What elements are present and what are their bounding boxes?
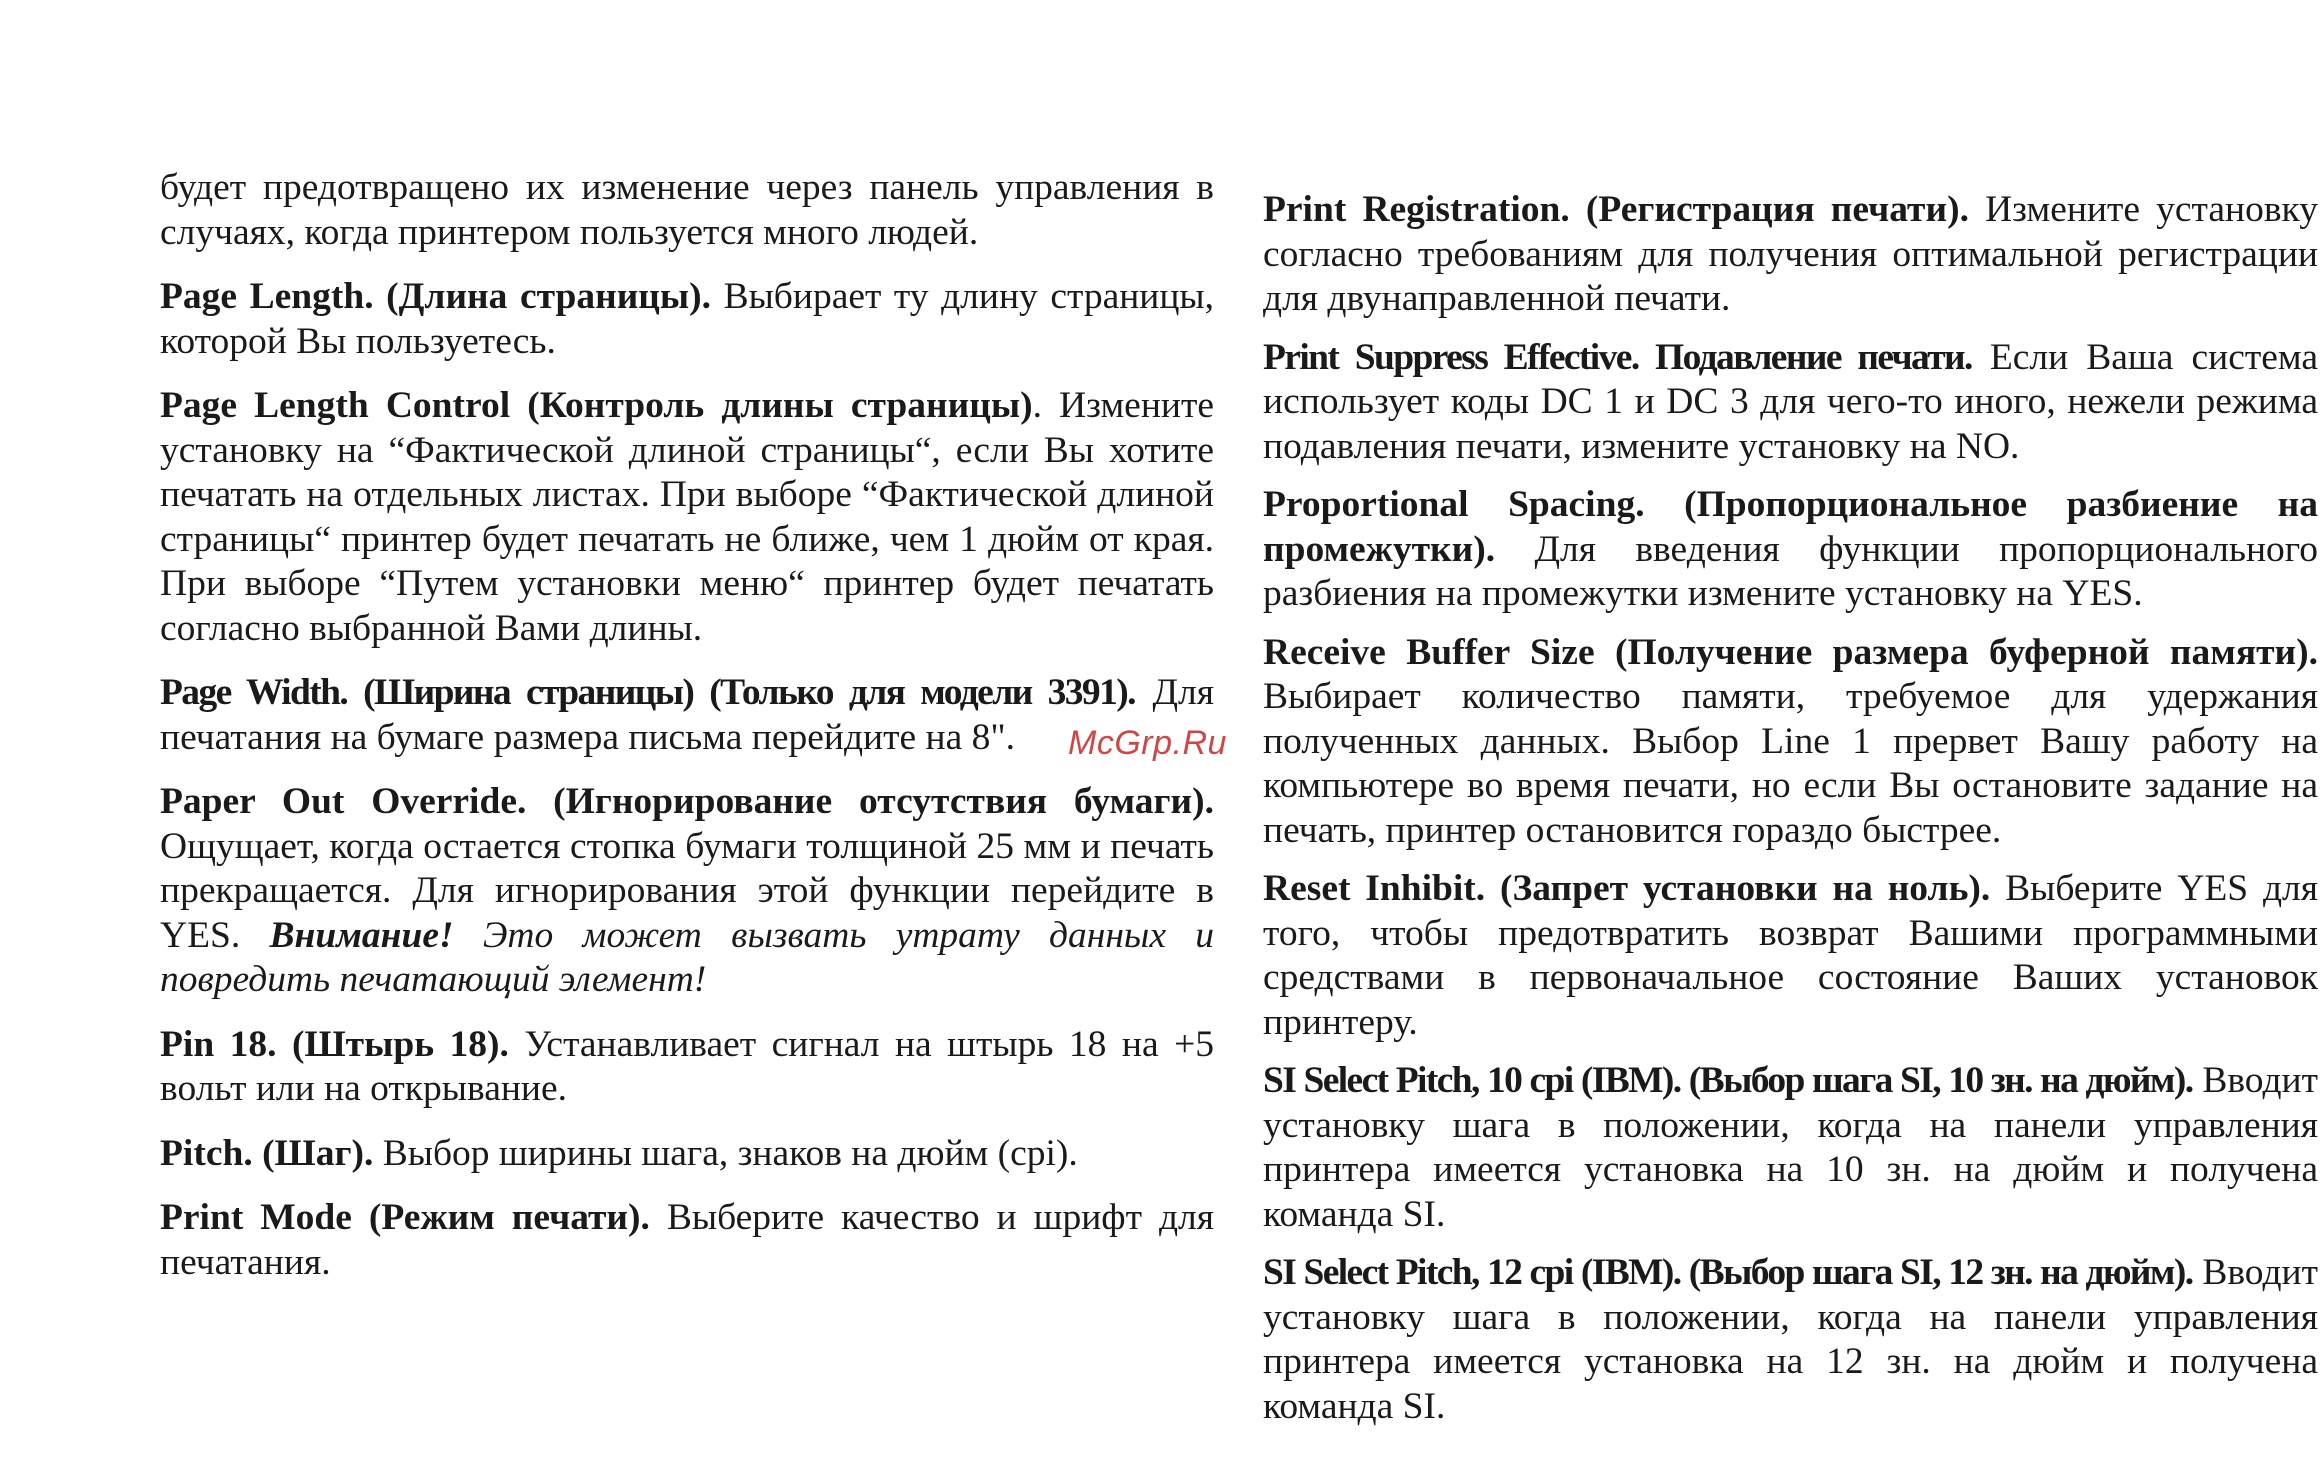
entry-term: SI Select Pitch, 10 cpi (IBM). (Выбор шага SI, 10 зн. на дюйм).	[1263, 1060, 2193, 1101]
entry-term: Proportional Spacing. (Пропорциональное разбиение на промежутки).	[1263, 484, 2318, 570]
entry-term: Reset Inhibit. (Запрет установки на ноль).	[1263, 868, 1991, 909]
entry-description: Выберите YES для того, чтобы предотвратить возврат Вашими программными средствами в первоначальное состояние Ваших установок принтеру.	[1263, 868, 2318, 1043]
entry-si-select-pitch-12	[1263, 1251, 2318, 1429]
entry-print-suppress-effective	[1263, 336, 2318, 470]
entry-description: Выбирает ту длину страницы, которой Вы пользуетесь.	[160, 276, 1214, 362]
entry-pitch	[160, 1132, 1214, 1177]
entry-term: Page Length. (Длина страницы).	[160, 276, 712, 317]
entry-term: Print Mode (Режим печати).	[160, 1197, 650, 1238]
entry-print-registration	[1263, 188, 2318, 322]
entry-description: . Измените установку на “Фактической длиной страницы“, если Вы хотите печатать на отдельных листах. При выборе “Фактической длиной страницы“ принтер будет печатать не ближе, чем 1 дюйм от края. При выборе “Путем установки меню“ принтер будет печатать согласно выбранной Вами длины.	[160, 385, 1214, 649]
entry-term: Pitch. (Шаг).	[160, 1132, 374, 1174]
entry-pin-18	[160, 1023, 1214, 1112]
entry-term: SI Select Pitch, 12 cpi (IBM). (Выбор шага SI, 12 зн. на дюйм).	[1263, 1252, 2193, 1293]
entry-reset-inhibit	[1263, 867, 2318, 1045]
entry-term: Pin 18. (Штырь 18).	[160, 1023, 509, 1065]
entry-page-length-control	[160, 384, 1214, 651]
entry-paper-out-override	[160, 780, 1214, 1003]
entry-term: Receive Buffer Size (Получение размера буферной памяти).	[1263, 631, 2318, 673]
entry-description: Вводит установку шага в положении, когда на панели управления принтера имеется установка на 10 зн. на дюйм и получена команда SI.	[1263, 1060, 2319, 1235]
intro-paragraph: будет предотвращено их изменение через панель управления в случаях, когда принтером пользуется много людей.	[160, 167, 1214, 253]
entry-si-select-pitch-10	[1263, 1059, 2318, 1237]
entry-description: Вводит установку шага в положении, когда на панели управления принтера имеется установка на 12 зн. на дюйм и получена команда SI.	[1263, 1252, 2319, 1427]
entry-term: Print Registration. (Регистрация печати).	[1263, 189, 1969, 230]
entry-description: Выбирает количество памяти, требуемое для удержания полученных данных. Выбор Line 1 прервет Вашу работу на компьютере во время печати, но если Вы остановите задание на печать, принтер остановится гораздо быстрее.	[1263, 676, 2318, 851]
entry-proportional-spacing	[1263, 483, 2318, 617]
left-column	[160, 166, 1214, 1305]
entry-description: Если Ваша система использует коды DC 1 и DC 3 для чего-то иного, нежели режима подавления печати, измените установку на NO.	[1263, 336, 2318, 467]
entry-term: Print Suppress Effective. Подавление печати.	[1263, 336, 1972, 378]
entry-term: Paper Out Override. (Игнорирование отсутствия бумаги).	[160, 781, 1214, 822]
right-column	[1263, 188, 2318, 1443]
entry-page-length	[160, 275, 1214, 364]
warning-text: Это может вызвать утрату данных и повредить печатающий элемент!	[160, 914, 1215, 1000]
warning-label: Внимание!	[269, 914, 454, 956]
entry-print-mode	[160, 1196, 1214, 1285]
entry-description: Для печатания на бумаге размера письма перейдите на 8".	[160, 672, 1214, 758]
entry-description: Выбор ширины шага, знаков на дюйм (cpi).	[373, 1132, 1078, 1174]
entry-description: Устанавливает сигнал на штырь 18 на +5 вольт или на открывание.	[160, 1023, 1214, 1109]
entry-description: Измените установку согласно требованиям для получения оптимальной регистрации для двунаправленной печати.	[1263, 189, 2318, 319]
entry-description: Для введения функции пропорционального разбиения на промежутки измените установку на YES.	[1263, 528, 2318, 614]
entry-term: Page Length Control (Контроль длины страницы)	[160, 385, 1033, 426]
watermark-text: McGrp.Ru	[1068, 724, 1227, 762]
entry-description: Ощущает, когда остается стопка бумаги толщиной 25 мм и печать прекращается. Для игнорирования этой функции перейдите в YES.	[160, 825, 1214, 956]
entry-term: Page Width. (Ширина страницы) (Только для модели 3391).	[160, 672, 1135, 713]
entry-description: Выберите качество и шрифт для печатания.	[160, 1197, 1214, 1283]
entry-receive-buffer-size	[1263, 631, 2318, 854]
entry-page-width	[160, 671, 1214, 760]
